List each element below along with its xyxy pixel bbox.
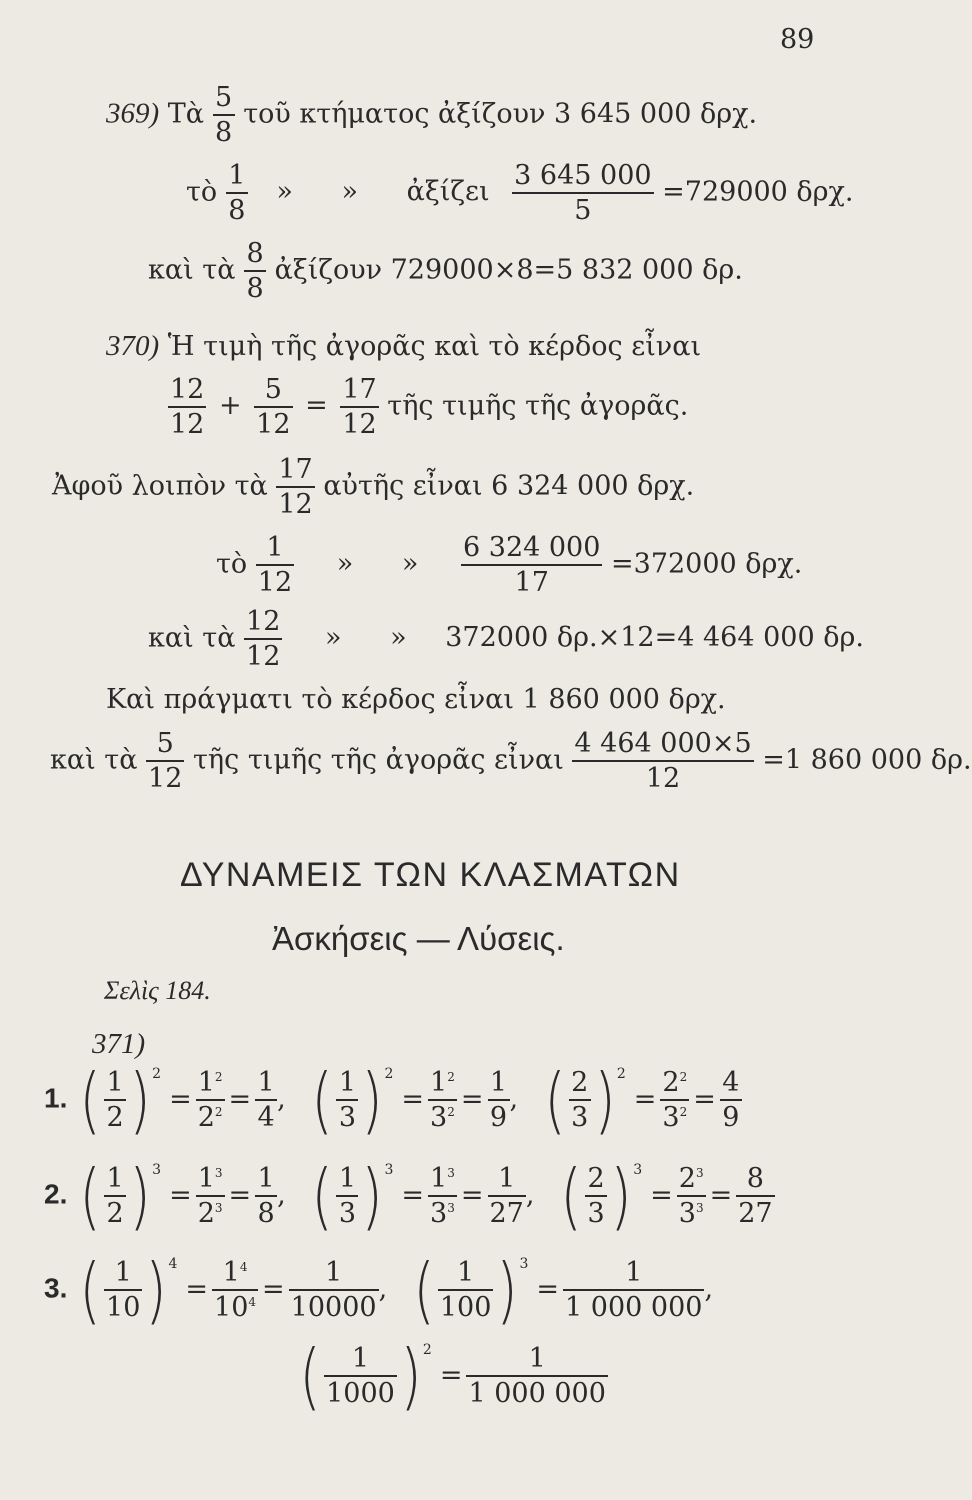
exponent: 4: [168, 1256, 178, 1272]
denominator: 2: [197, 1101, 215, 1133]
result: =1 860 000 δρ.: [762, 744, 972, 776]
text: τῆς τιμῆς τῆς ἀγορᾶς.: [387, 390, 689, 422]
fraction: [244, 240, 266, 302]
exponent: 3: [384, 1162, 394, 1178]
fraction: [488, 1165, 526, 1227]
denominator: 10: [106, 1291, 141, 1323]
numerator: 12: [170, 374, 205, 405]
denominator: 8: [215, 116, 233, 148]
page-reference: Σελὶς 184.: [104, 976, 211, 1005]
fraction: [255, 1069, 277, 1131]
exponent: 2: [679, 1070, 688, 1085]
numerator: 1: [106, 1163, 124, 1195]
denominator: 3: [571, 1101, 589, 1133]
exponent: 2: [616, 1066, 626, 1082]
text: Τὰ: [167, 98, 205, 130]
denominator: 100: [439, 1291, 492, 1323]
operator: +: [218, 390, 242, 422]
denominator: 3: [662, 1101, 680, 1133]
numerator: 1: [266, 532, 284, 563]
numerator: 1: [114, 1257, 132, 1289]
denominator: 12: [170, 408, 205, 440]
ditto-mark: »: [336, 548, 354, 580]
numerator: 1: [430, 1067, 448, 1099]
denominator: 2: [106, 1101, 124, 1133]
fraction: [289, 1259, 379, 1321]
fraction: [213, 84, 235, 146]
fraction: [428, 1165, 457, 1227]
numerator: 1: [338, 1067, 356, 1099]
exercise-371-row-4: ( 1 1000 ) 2 = $\frac{1}{1 000 000}$: [296, 1340, 608, 1412]
numerator: 5: [156, 728, 174, 759]
exponent: 3: [519, 1256, 529, 1272]
result: =729000 δρχ.: [662, 176, 854, 208]
text: τὸ: [216, 548, 248, 580]
ditto-mark: »: [325, 622, 342, 654]
fraction: [146, 730, 184, 792]
denominator: 12: [645, 762, 681, 794]
denominator: 9: [722, 1101, 740, 1133]
denominator: 2: [106, 1197, 124, 1229]
fraction: [276, 456, 314, 518]
numerator: 5: [264, 374, 282, 405]
numerator: 1: [430, 1163, 448, 1195]
exponent: 2: [422, 1342, 432, 1358]
numerator: 1: [489, 1067, 508, 1099]
exercise-369-line-1: [106, 84, 757, 146]
denominator: 8: [257, 1197, 275, 1229]
numerator: 1: [498, 1163, 516, 1195]
power-expression: ( 1 100 ) 3: [413, 1248, 529, 1332]
exponent: 3: [695, 1166, 704, 1181]
numerator: 2: [571, 1067, 589, 1099]
exponent: 2: [447, 1070, 455, 1085]
operator: =: [305, 390, 328, 422]
power-expression: ( 2 3 ) 2: [544, 1058, 626, 1142]
numerator: 4 464 000×5: [574, 728, 752, 759]
numerator: 5: [215, 82, 233, 113]
exponent: 2: [679, 1104, 688, 1119]
text: καὶ τὰ: [148, 622, 236, 654]
denominator: 17: [514, 566, 549, 598]
numerator: 2: [662, 1067, 680, 1099]
numerator: 1: [228, 160, 246, 191]
exponent: 3: [633, 1162, 643, 1178]
numerator: 2: [678, 1163, 696, 1195]
page-number: 89: [780, 24, 815, 55]
fraction: [256, 534, 294, 596]
numerator: 1: [197, 1163, 215, 1195]
exercise-371-row-3: 3. ( 1 10 ) 4 = $\frac{1^4}{10^4}$ = $\frac{1}{10000}$ , ( 1 100 ) 3 = $\frac{1}{1 000 000}$ ,: [44, 1248, 714, 1332]
numerator: 1: [625, 1257, 643, 1289]
denominator: 12: [257, 566, 293, 598]
numerator: 1: [222, 1257, 240, 1289]
exercise-369-label: 369): [106, 97, 160, 130]
denominator: 5: [574, 194, 592, 226]
denominator: 9: [489, 1101, 508, 1133]
denominator: 10: [214, 1291, 249, 1323]
exercise-371-label: 371): [92, 1028, 146, 1060]
denominator: 3: [338, 1101, 356, 1133]
fraction: [212, 1259, 258, 1321]
exponent: 2: [214, 1070, 223, 1085]
text: αὐτῆς εἶναι 6 324 000 δρχ.: [323, 470, 695, 502]
row-label: 3.: [44, 1272, 68, 1304]
exercise-371-row-2: 2. ( 1 2 ) 3 = $\frac{1^3}{2^3}$ = $\frac{1}{8}$ , ( 1 3 ) 3 = $\frac{1^3}{3^3}$ = $\frac{1}{27}$ , ( 2 3 ) 3 = $\frac{2^3}{3^3}$ = $\frac{8}{27}$: [44, 1154, 773, 1238]
exercise-370-line-5: [148, 608, 864, 670]
numerator: 1: [197, 1067, 215, 1099]
text: ἀξίζει: [406, 176, 490, 208]
exponent: 2: [384, 1066, 394, 1082]
exponent: 2: [152, 1066, 162, 1082]
exercise-370-line-7: [50, 730, 972, 792]
denominator: 1000: [326, 1377, 395, 1409]
denominator: 3: [430, 1197, 448, 1229]
exercise-369-line-3: [148, 240, 743, 302]
denominator: 12: [278, 488, 313, 520]
text: τῆς τιμῆς τῆς ἀγορᾶς εἶναι: [193, 744, 564, 776]
ditto-mark: »: [401, 548, 419, 580]
denominator: 3: [338, 1197, 356, 1229]
denominator: 2: [197, 1197, 215, 1229]
fraction: [720, 1069, 742, 1131]
section-subheading: Ἀσκήσεις — Λύσεις.: [272, 920, 565, 957]
exercise-370-label: 370): [106, 330, 160, 362]
exercise-370-line-4: [216, 534, 802, 596]
power-expression: ( 2 3 ) 3: [560, 1154, 643, 1238]
row-label: 1.: [44, 1082, 68, 1114]
exponent: 2: [214, 1104, 223, 1119]
denominator: 1 000 000: [468, 1377, 606, 1409]
fraction: [572, 730, 753, 792]
numerator: 1: [106, 1067, 124, 1099]
text: καὶ τὰ: [148, 254, 236, 286]
denominator: 12: [256, 408, 291, 440]
fraction: [677, 1165, 706, 1227]
numerator: 8: [746, 1163, 764, 1195]
result: =372000 δρχ.: [611, 548, 803, 580]
numerator: 12: [246, 606, 281, 637]
exponent: 3: [695, 1200, 704, 1215]
denominator: 27: [489, 1197, 524, 1229]
text: Ἀφοῦ λοιπὸν τὰ: [52, 470, 268, 502]
power-expression: ( 1 2 ) 3: [79, 1154, 162, 1238]
fraction: [196, 1069, 225, 1131]
numerator: 8: [246, 238, 264, 269]
numerator: 1: [257, 1163, 275, 1195]
exercise-369-line-2: [186, 162, 854, 224]
exponent: 2: [447, 1104, 455, 1119]
numerator: 1: [338, 1163, 356, 1195]
denominator: 12: [342, 408, 377, 440]
text: ἀξίζουν 729000×8=5 832 000 δρ.: [274, 254, 743, 286]
ditto-mark: »: [390, 622, 407, 654]
fraction: [244, 608, 282, 670]
ditto-mark: »: [276, 176, 293, 208]
denominator: 3: [430, 1101, 448, 1133]
numerator: 17: [278, 454, 313, 485]
denominator: 3: [587, 1197, 605, 1229]
text: τὸ: [186, 176, 218, 208]
fraction: [488, 1069, 510, 1131]
fraction: [512, 162, 653, 224]
exercise-371-row-1: 1. ( 1 2 ) 2 = $\frac{1^2}{2^2}$ = $\frac{1}{4}$ , ( 1 3 ) 2 = $\frac{1^2}{3^2}$ = $\frac{1}{9}$ , ( 2 3 ) 2 = $\frac{2^2}{3^2}$ = $\frac{4}{9}$: [44, 1064, 742, 1136]
exponent: 3: [214, 1200, 223, 1215]
exponent: 3: [447, 1166, 455, 1181]
numerator: 3 645 000: [514, 160, 652, 191]
power-expression: ( 1 3 ) 2: [311, 1058, 394, 1142]
numerator: 1: [457, 1257, 475, 1289]
denominator: 4: [257, 1101, 275, 1133]
denominator: 12: [246, 640, 281, 672]
numerator: 6 324 000: [463, 532, 601, 563]
exercise-370-line-3: [52, 456, 694, 518]
numerator: 1: [351, 1343, 370, 1375]
denominator: 10000: [290, 1291, 377, 1323]
fraction: [428, 1069, 457, 1131]
denominator: 8: [228, 194, 246, 226]
row-label: 2.: [44, 1178, 68, 1210]
fraction: [563, 1259, 704, 1321]
power-expression: ( 1 3 ) 3: [311, 1154, 394, 1238]
denominator: 3: [678, 1197, 696, 1229]
exercise-370-line-6: Καὶ πράγματι τὸ κέρδος εἶναι 1 860 000 δρχ.: [106, 684, 726, 715]
text: Ἡ τιμὴ τῆς ἀγορᾶς καὶ τὸ κέρδος εἶναι: [167, 331, 702, 362]
denominator: 1 000 000: [565, 1291, 703, 1323]
text: 372000 δρ.×12=4 464 000 δρ.: [445, 622, 864, 654]
numerator: 1: [257, 1067, 275, 1099]
numerator: 1: [325, 1257, 343, 1289]
ditto-mark: »: [341, 176, 359, 208]
exponent: 3: [447, 1200, 455, 1215]
fraction: [466, 1345, 607, 1407]
text: καὶ τὰ: [50, 744, 138, 776]
exercise-370-line-1: [106, 330, 701, 363]
fraction: [255, 1165, 277, 1227]
fraction: [736, 1165, 774, 1227]
numerator: 2: [587, 1163, 605, 1195]
fraction: [196, 1165, 225, 1227]
fraction: [226, 162, 248, 224]
fraction: [340, 376, 378, 438]
power-expression: ( 1 2 ) 2: [79, 1058, 162, 1142]
fraction: [660, 1069, 689, 1131]
exponent: 4: [239, 1260, 248, 1275]
numerator: 17: [342, 374, 377, 405]
exercise-370-line-2: [168, 376, 688, 438]
denominator: 27: [738, 1197, 773, 1229]
power-expression: ( 1 10 ) 4: [79, 1248, 178, 1332]
denominator: 12: [148, 762, 183, 794]
denominator: 8: [246, 272, 264, 304]
fraction: [168, 376, 206, 438]
numerator: 4: [722, 1067, 740, 1099]
power-expression: ( 1 1000 ) 2: [299, 1334, 432, 1418]
numerator: 1: [528, 1343, 546, 1375]
fraction: [254, 376, 292, 438]
text: τοῦ κτήματος ἀξίζουν 3 645 000 δρχ.: [243, 98, 758, 130]
exponent: 3: [214, 1166, 223, 1181]
exponent: 4: [248, 1294, 257, 1309]
fraction: [461, 534, 602, 596]
section-heading: ΔΥΝΑΜΕΙΣ ΤΩΝ ΚΛΑΣΜΑΤΩΝ: [180, 856, 681, 894]
exponent: 3: [152, 1162, 162, 1178]
